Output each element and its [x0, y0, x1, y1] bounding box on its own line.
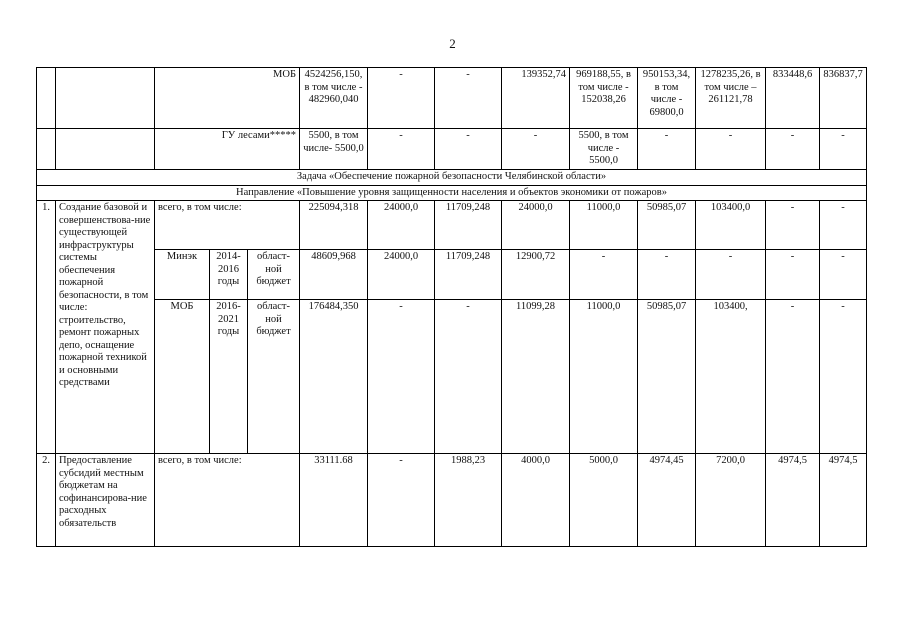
year-cell: 11000,0 [570, 300, 638, 454]
year-cell: - [820, 201, 867, 250]
total-cell: 5500, в том числе- 5500,0 [300, 129, 368, 170]
year-cell: 11709,248 [435, 250, 502, 300]
period-cell: 2014-2016 годы [210, 250, 248, 300]
year-cell: 5000,0 [570, 454, 638, 547]
year-cell: - [570, 250, 638, 300]
year-cell: 1988,23 [435, 454, 502, 547]
year-cell: - [820, 129, 867, 170]
year-cell: - [435, 129, 502, 170]
year-cell: 4000,0 [502, 454, 570, 547]
table-row [37, 250, 867, 300]
year-cell: 5500, в том числе - 5500,0 [570, 129, 638, 170]
year-cell: - [820, 300, 867, 454]
year-cell: 24000,0 [368, 250, 435, 300]
year-cell: 11709,248 [435, 201, 502, 250]
executor-label: МОБ [155, 68, 300, 129]
table-row [37, 185, 867, 201]
year-cell: 11000,0 [570, 201, 638, 250]
row-number: 1. [37, 201, 56, 454]
year-cell: 139352,74 [502, 68, 570, 129]
executor-label: ГУ лесами***** [155, 129, 300, 170]
total-cell: 225094,318 [300, 201, 368, 250]
year-cell: 836837,7 [820, 68, 867, 129]
year-cell: - [766, 300, 820, 454]
year-cell: 1278235,26, в том числе – 261121,78 [696, 68, 766, 129]
year-cell: - [368, 129, 435, 170]
year-cell: 50985,07 [638, 201, 696, 250]
total-label: всего, в том числе: [155, 454, 300, 547]
year-cell: - [696, 250, 766, 300]
table-row [37, 170, 867, 186]
year-cell: - [435, 68, 502, 129]
total-cell: 176484,350 [300, 300, 368, 454]
year-cell: 24000,0 [502, 201, 570, 250]
year-cell: 4974,5 [766, 454, 820, 547]
table-row [37, 201, 867, 250]
table-row [37, 300, 867, 454]
year-cell: - [368, 68, 435, 129]
year-cell: 50985,07 [638, 300, 696, 454]
total-label: всего, в том числе: [155, 201, 300, 250]
year-cell: - [435, 300, 502, 454]
year-cell: - [766, 250, 820, 300]
year-cell: 4974,45 [638, 454, 696, 547]
year-cell: 950153,34, в том числе - 69800,0 [638, 68, 696, 129]
source-cell: област-ной бюджет [248, 250, 300, 300]
total-cell: 33111.68 [300, 454, 368, 547]
program-table [36, 67, 867, 547]
year-cell: 7200,0 [696, 454, 766, 547]
year-cell: 24000,0 [368, 201, 435, 250]
total-cell: 48609,968 [300, 250, 368, 300]
year-cell: 969188,55, в том числе - 152038,26 [570, 68, 638, 129]
year-cell: - [368, 300, 435, 454]
year-cell: - [766, 129, 820, 170]
year-cell: - [638, 129, 696, 170]
year-cell: 103400, [696, 300, 766, 454]
year-cell: - [368, 454, 435, 547]
year-cell: - [502, 129, 570, 170]
direction-heading: Направление «Повышение уровня защищенности населения и объектов экономики от пожаров» [37, 185, 867, 201]
year-cell: 833448,6 [766, 68, 820, 129]
measure-name: Предоставление субсидий местным бюджетам на софинансирова-ние расходных обязательств [56, 454, 155, 547]
year-cell: 103400,0 [696, 201, 766, 250]
row-number: 2. [37, 454, 56, 547]
table-row [37, 129, 867, 170]
year-cell: - [696, 129, 766, 170]
task-heading: Задача «Обеспечение пожарной безопасности Челябинской области» [37, 170, 867, 186]
year-cell: 4974,5 [820, 454, 867, 547]
table-row [37, 68, 867, 129]
executor-cell: Минэк [155, 250, 210, 300]
year-cell: 11099,28 [502, 300, 570, 454]
executor-cell: МОБ [155, 300, 210, 454]
page-number: 2 [449, 36, 456, 51]
source-cell: област-ной бюджет [248, 300, 300, 454]
total-cell: 4524256,150, в том числе - 482960,040 [300, 68, 368, 129]
year-cell: - [638, 250, 696, 300]
measure-name: Создание базовой и совершенствова-ние существующей инфраструктуры системы обеспечения пожарной безопасности, в том числе: строительство, ремонт пожарных депо, оснащение пожарной техникой и основными средствами [56, 201, 155, 454]
year-cell: - [820, 250, 867, 300]
year-cell: - [766, 201, 820, 250]
table-row [37, 454, 867, 547]
year-cell: 12900,72 [502, 250, 570, 300]
period-cell: 2016-2021 годы [210, 300, 248, 454]
